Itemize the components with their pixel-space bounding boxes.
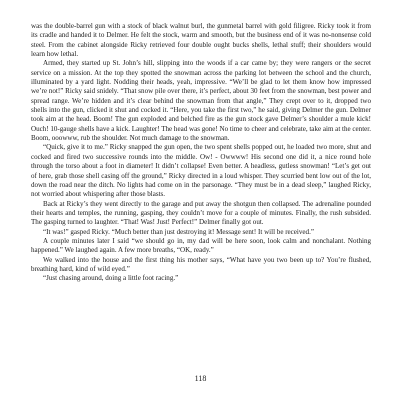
page-number: 118 [194, 374, 207, 383]
paragraph-3: “Quick, give it to me.” Ricky snapped the gun open, the two spent shells popped out, he loaded two more, shut and cocked and fired two successive rounds into the middle. Ow! - Owwww! His second one did it, a nice round hole through the torso about a foot in diameter! It didn’t collapse! Even better. A headless, gutless snowman! “Let’s get out of here, grab those shell casing off the ground,” Ricky directed in a loud whisper. They scurried bent low out of the lot, down the road near the ditch. No lights had come on in the parsonage. “They must be in a dead sleep,” laughed Ricky, not worried about whispering after those blasts. [31, 143, 371, 199]
paragraph-4: Back at Ricky’s they went directly to the garage and put away the shotgun then collapsed. The adrenaline pounded their hearts and temples, the running, gasping, they couldn’t move for a couple of minutes. Finally, the rush subsided. The gasping turned to laughter. “That! Was! Just! Perfect!” Delmer finally got out. [31, 199, 371, 227]
page-body [31, 22, 371, 284]
paragraph-6: A couple minutes later I said “we should go in, my dad will be here soon, look calm and nonchalant. Nothing happened.” We laughed again. A few more breaths, “OK, ready.” [31, 236, 371, 255]
paragraph-7: We walked into the house and the first thing his mother says, “What have you two been up to? You’re flushed, breathing hard, kind of wild eyed.” [31, 255, 371, 273]
paragraph-1: was the double-barrel gun with a stock of black walnut burl, the gunmetal barrel with gold filigree. Ricky took it from its cradle and handed it to Delmer. He felt the stock, warm and smooth, but the business end of it was no-nonsense cold steel. From the cabinet alongside Ricky retrieved four double ought bucks shells, lethal stuff; their shoulders would learn how lethal. [31, 22, 371, 59]
paragraph-5: “It was!” gasped Ricky. “Much better than just destroying it! Message sent! It will be received.” [43, 227, 314, 236]
paragraph-2: Armed, they started up St. John’s hill, slipping into the woods if a car came by; they were rangers or the secret service on a mission. At the top they spotted the snowman across the parking lot between the school and the church, illuminated by a yard light. Nodding their heads, yeah, impressive. “We’ll be glad to let them know how impressed we’re not!” Ricky said snidely. “That snow pile over there, it’s perfect, about 30 feet from the snowman, best power and spread range. We’re hidden and it’s clear behind the snowman from that angle,” They crept over to it, dropped two shells into the gun, clicked it shut and cocked it. “Here, you take the first two,” he said, giving Delmer the gun. Delmer took aim at the head. Boom! The gun exploded and belched fire as the gun stock gave Delmer’s shoulder a mule kick! Ouch! 10-gauge shells have a kick. Laughter! The head was gone! No time to cheer and celebrate, take aim at the center. Boom, ooowww, rub the shoulder. Not much damage to the snowman. [31, 59, 371, 143]
paragraph-8: “Just chasing around, doing a little foot racing.” [43, 274, 179, 283]
